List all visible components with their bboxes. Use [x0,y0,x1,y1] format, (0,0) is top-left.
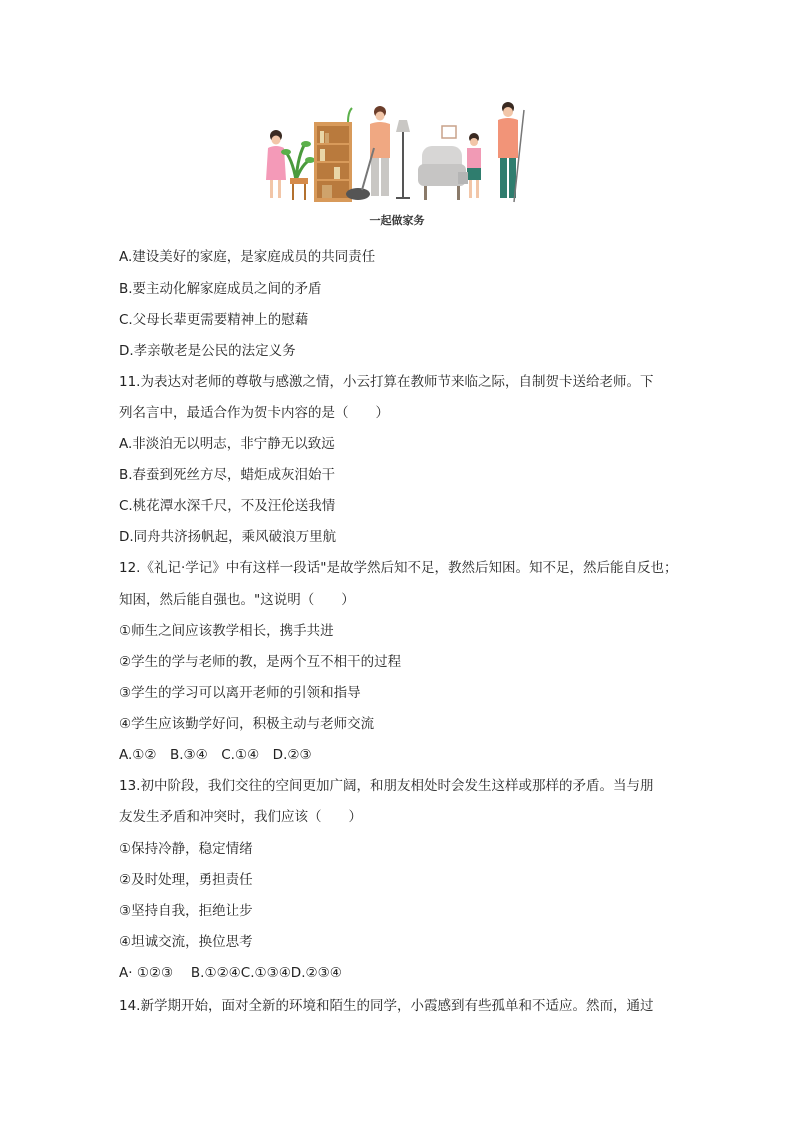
statement-line: ①师生之间应该教学相长，携手共进 [119,623,334,639]
option-line: C.父母长辈更需要精神上的慰藉 [119,312,309,328]
option-line: A.建设美好的家庭，是家庭成员的共同责任 [119,249,376,265]
option-line: A.①② B.③④ C.①④ D.②③ [119,747,312,763]
girl-figure [266,130,286,198]
man-figure [498,102,524,202]
plant [281,141,315,200]
question-text: 列名言中，最适合作为贺卡内容的是（ ） [119,405,389,421]
option-line: B.春蚕到死丝方尽，蜡炬成灰泪始干 [119,467,336,483]
floor-lamp [396,120,410,198]
option-line: D.孝亲敬老是公民的法定义务 [119,343,296,359]
question-text: 12.《礼记·学记》中有这样一段话"是故学然后知不足，教然后知困。知不足，然后能自反也； [119,560,678,576]
question-text: 知困，然后能自强也。"这说明（ ） [119,592,355,608]
option-line: B.要主动化解家庭成员之间的矛盾 [119,281,322,297]
option-line: A.非淡泊无以明志，非宁静无以致远 [119,436,335,452]
statement-line: ④坦诚交流，换位思考 [119,934,253,950]
option-line: C.桃花潭水深千尺，不及汪伦送我情 [119,498,336,514]
statement-line: ③学生的学习可以离开老师的引领和指导 [119,685,361,701]
question-text: 14.新学期开始，面对全新的环境和陌生的同学，小霞感到有些孤单和不适应。然而，通过 [119,998,654,1014]
armchair [418,126,466,200]
woman-figure [346,106,390,200]
question-text: 13.初中阶段，我们交往的空间更加广阔，和朋友相处时会发生这样或那样的矛盾。当与朋 [119,778,654,794]
option-line: D.同舟共济扬帆起，乘风破浪万里航 [119,529,337,545]
question-text: 11.为表达对老师的尊敬与感激之情，小云打算在教师节来临之际，自制贺卡送给老师。下 [119,374,654,390]
statement-line: ③坚持自我，拒绝让步 [119,903,253,919]
option-line: A· ①②③ B.①②④C.①③④D.②③④ [119,965,342,981]
bookshelf [314,108,352,202]
statement-line: ②及时处理，勇担责任 [119,872,253,888]
statement-line: ④学生应该勤学好问，积极主动与老师交流 [119,716,375,732]
figure-caption: 一起做家务 [369,214,425,227]
family-chores-illustration [262,98,530,210]
question-text: 友发生矛盾和冲突时，我们应该（ ） [119,809,362,825]
statement-line: ①保持冷静，稳定情绪 [119,841,253,857]
statement-line: ②学生的学与老师的教，是两个互不相干的过程 [119,654,402,670]
